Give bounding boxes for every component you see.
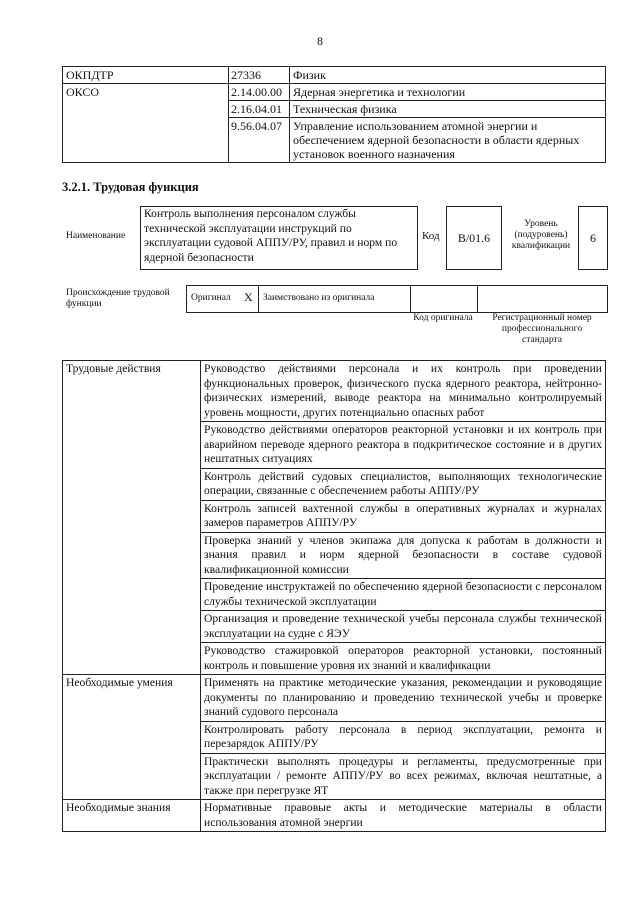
list-item: Руководство действиями операторов реакторной установки и их контроль при аварийном переводе ядерного реактора в подкритическое состояние и в других нештатных ситуациях xyxy=(201,422,606,469)
code-original-label: Код оригинала xyxy=(413,313,473,323)
list-item: Практически выполнять процедуры и регламенты, предусмотренные при эксплуатации / ремонте АППУ/РУ во всех режимах, включая нештатные, а также при перегрузке ЯТ xyxy=(201,753,606,800)
code-cell: 9.56.04.07 xyxy=(229,118,290,163)
list-item: Нормативные правовые акты и методические материалы в области использования атомной энергии xyxy=(201,800,606,832)
table-row xyxy=(63,675,606,722)
original-mark: X xyxy=(244,290,253,304)
list-item: Руководство стажировкой операторов реакторной установки, постоянный контроль и повышение уровня их знаний и квалификации xyxy=(201,643,606,675)
code-cell: 27336 xyxy=(229,67,290,84)
original-label: Оригинал xyxy=(191,293,231,303)
name-label: Наименование xyxy=(66,231,126,241)
name-cell: Управление использованием атомной энергии и обеспечением ядерной безопасности в области ядерных установок военного назначения xyxy=(290,118,606,163)
name-cell: Физик xyxy=(290,67,606,84)
table-row xyxy=(63,67,606,84)
list-item: Руководство действиями персонала и их контроль при проведении функциональных проверок, физического пуска ядерного реактора, нейтронно-физических измерений, выводе реактора на минимально контролируемый уровень мощности, других потенциально опасных работ xyxy=(201,361,606,422)
table-row xyxy=(63,84,606,101)
table-row xyxy=(63,800,606,832)
divider xyxy=(410,285,411,312)
function-name-box: Контроль выполнения персоналом службы технической эксплуатации инструкций по эксплуатации судовой АППУ/РУ, правил и норм по ядерной безопасности xyxy=(140,206,418,270)
classifier-cell: ОКПДТР xyxy=(63,67,229,84)
list-item: Организация и проведение технической учебы персонала службы технической эксплуатации на судне с ЯЭУ xyxy=(201,611,606,643)
list-item: Контролировать работу персонала в период эксплуатации, ремонта и перезарядок АППУ/РУ xyxy=(201,721,606,753)
code-label: Код xyxy=(422,230,440,242)
classifier-cell: ОКСО xyxy=(63,84,229,163)
level-value-box: 6 xyxy=(578,206,608,270)
list-item: Проверка знаний у членов экипажа для допуска к работам в должности и знания правил и норм ядерной безопасности в составе судовой квалификационной комиссии xyxy=(201,532,606,579)
list-item: Проведение инструктажей по обеспечению ядерной безопасности с персоналом службы технической эксплуатации xyxy=(201,579,606,611)
page-number: 8 xyxy=(317,34,323,48)
name-cell: Техническая физика xyxy=(290,101,606,118)
section-title-knowledge: Необходимые знания xyxy=(63,800,201,832)
list-item: Применять на практике методические указания, рекомендации и руководящие документы по планированию и проведению технической учебы и проверке знаний судового персонала xyxy=(201,675,606,722)
section-title-skills: Необходимые умения xyxy=(63,675,201,800)
borrowed-label: Заимствовано из оригинала xyxy=(263,293,375,303)
divider xyxy=(477,285,478,312)
level-label: Уровень (подуровень) квалификации xyxy=(511,219,571,251)
name-cell: Ядерная энергетика и технологии xyxy=(290,84,606,101)
labor-function-details-table xyxy=(62,360,606,832)
reg-number-label: Регистрационный номер профессионального стандарта xyxy=(492,313,592,345)
function-code-box: B/01.6 xyxy=(446,206,502,270)
divider xyxy=(258,285,259,312)
list-item: Контроль записей вахтенной службы в оперативных журналах и журналах замеров параметров АППУ/РУ xyxy=(201,500,606,532)
code-cell: 2.14.00.00 xyxy=(229,84,290,101)
list-item: Контроль действий судовых специалистов, выполняющих технологические операции, связанные с обеспечением работы АППУ/РУ xyxy=(201,468,606,500)
section-title-actions: Трудовые действия xyxy=(63,361,201,675)
origin-label: Происхождение трудовой функции xyxy=(66,288,170,309)
section-heading: 3.2.1. Трудовая функция xyxy=(62,180,199,194)
table-row xyxy=(63,361,606,422)
code-cell: 2.16.04.01 xyxy=(229,101,290,118)
classifier-codes-table xyxy=(62,66,606,163)
